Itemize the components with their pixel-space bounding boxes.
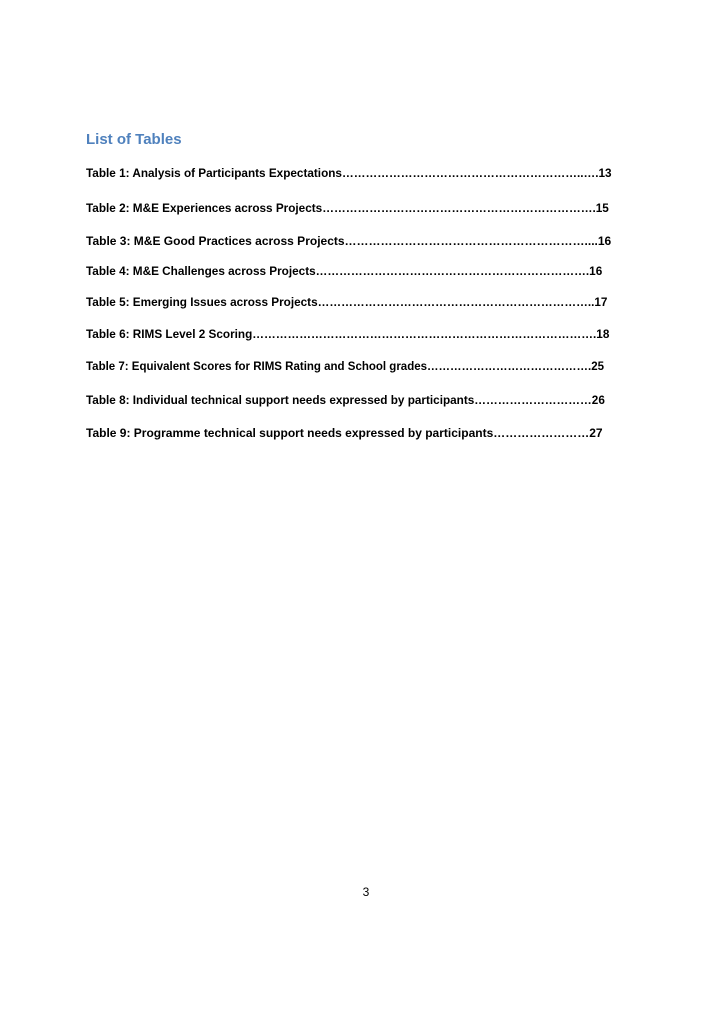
toc-entry-table-1: Table 1: Analysis of Participants Expectations……………………………………………………..….13 bbox=[86, 167, 612, 180]
page-number: 3 bbox=[362, 885, 370, 899]
toc-entry-table-8: Table 8: Individual technical support needs expressed by participants…………………………26 bbox=[86, 394, 605, 407]
toc-entry-table-6: Table 6: RIMS Level 2 Scoring…………………………………………………………………………….18 bbox=[86, 328, 610, 341]
toc-entry-table-3: Table 3: M&E Good Practices across Projects……………………………………………………....16 bbox=[86, 234, 612, 248]
toc-entry-table-7: Table 7: Equivalent Scores for RIMS Rating and School grades…………………………………….25 bbox=[86, 361, 605, 373]
toc-entry-table-2: Table 2: M&E Experiences across Projects…………………………………………………………….15 bbox=[86, 202, 609, 215]
toc-entry-table-5: Table 5: Emerging Issues across Projects……………………………………………………………..17 bbox=[86, 296, 608, 309]
toc-entry-table-9: Table 9: Programme technical support needs expressed by participants……………………27 bbox=[86, 426, 603, 440]
toc-entry-table-4: Table 4: M&E Challenges across Projects…………………………………………………………….16 bbox=[86, 265, 603, 278]
list-of-tables-heading: List of Tables bbox=[86, 131, 182, 148]
